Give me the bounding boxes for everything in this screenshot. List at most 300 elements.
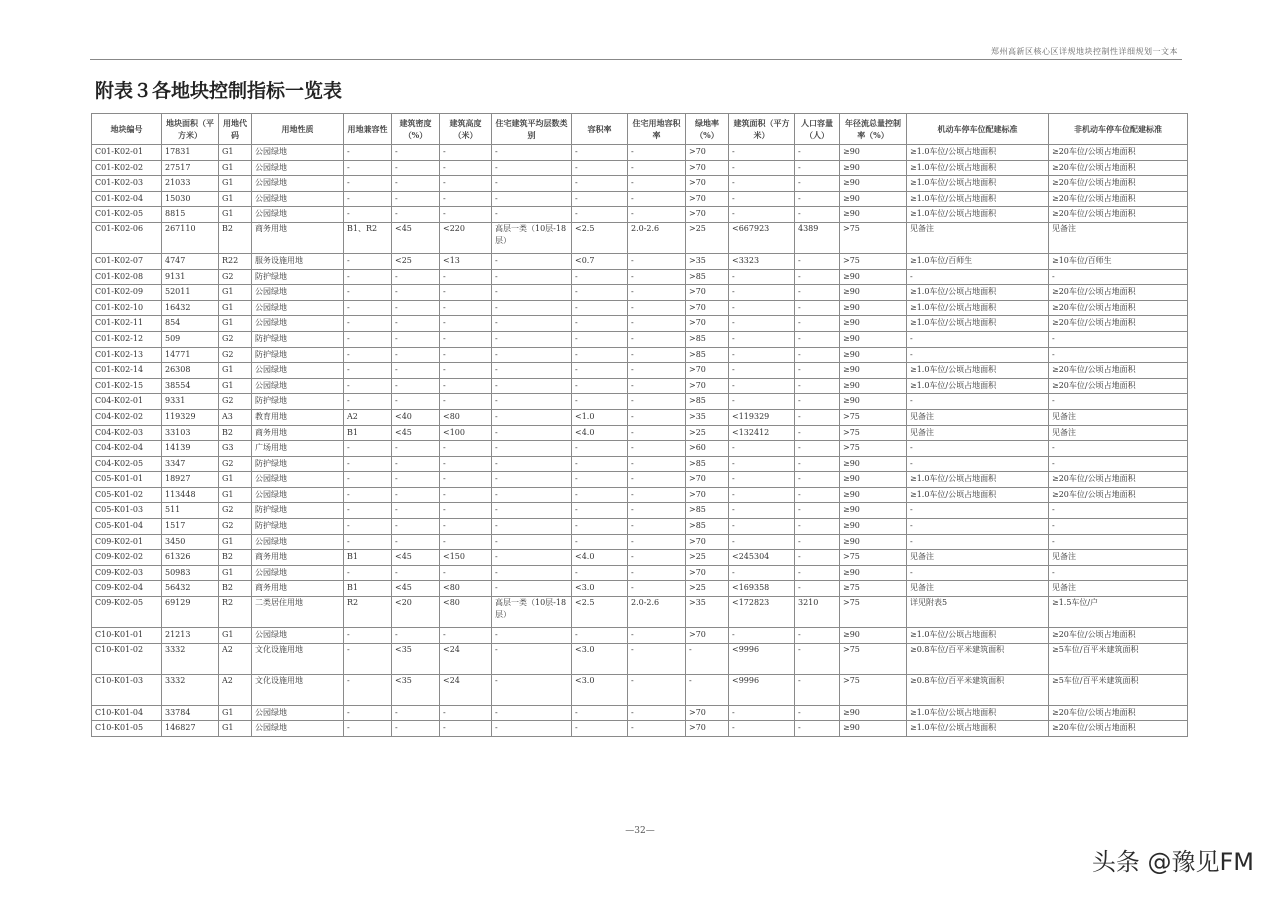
table-cell: - (344, 503, 392, 519)
table-cell: C04-K02-05 (92, 456, 162, 472)
table-cell: >70 (686, 565, 729, 581)
table-cell: - (440, 191, 492, 207)
table-cell: 33103 (162, 425, 219, 441)
table-cell: 见备注 (1049, 425, 1188, 441)
table-cell: >60 (686, 441, 729, 457)
table-cell: - (628, 550, 686, 566)
table-cell: - (572, 628, 628, 644)
table-cell: C01-K02-14 (92, 363, 162, 379)
table-cell: 防护绿地 (252, 269, 344, 285)
table-cell: - (628, 565, 686, 581)
table-cell: - (628, 409, 686, 425)
table-cell: ≥90 (840, 176, 907, 192)
table-cell: - (344, 705, 392, 721)
table-cell: C01-K02-13 (92, 347, 162, 363)
table-cell: G1 (219, 721, 252, 737)
table-cell: 公园绿地 (252, 472, 344, 488)
table-cell: - (440, 628, 492, 644)
table-cell: - (572, 519, 628, 535)
table-cell: 50983 (162, 565, 219, 581)
table-cell: - (907, 347, 1049, 363)
table-cell: - (440, 519, 492, 535)
table-cell: - (572, 207, 628, 223)
column-header: 人口容量（人） (795, 114, 840, 145)
table-cell: 公园绿地 (252, 534, 344, 550)
table-cell: 3450 (162, 534, 219, 550)
table-cell: - (344, 394, 392, 410)
table-cell: - (628, 705, 686, 721)
table-cell: - (628, 441, 686, 457)
table-cell: - (729, 456, 795, 472)
table-cell: - (628, 331, 686, 347)
table-cell: <150 (440, 550, 492, 566)
table-cell: - (628, 269, 686, 285)
table-cell: C01-K02-07 (92, 253, 162, 269)
table-cell: ≥90 (840, 472, 907, 488)
table-cell: ≥1.0车位/公顷占地面积 (907, 191, 1049, 207)
table-cell: - (795, 269, 840, 285)
table-cell: - (795, 176, 840, 192)
table-row (92, 628, 1188, 644)
table-cell: <80 (440, 409, 492, 425)
table-cell: - (1049, 347, 1188, 363)
table-cell: - (572, 487, 628, 503)
table-cell: - (729, 145, 795, 161)
header-rule (90, 59, 1182, 60)
table-cell: >85 (686, 394, 729, 410)
table-cell: - (440, 176, 492, 192)
table-cell: - (492, 674, 572, 705)
table-cell: - (492, 145, 572, 161)
table-cell: - (907, 269, 1049, 285)
table-cell: 33784 (162, 705, 219, 721)
table-row (92, 487, 1188, 503)
table-cell: 见备注 (1049, 409, 1188, 425)
table-cell: C09-K02-02 (92, 550, 162, 566)
table-cell: 854 (162, 316, 219, 332)
table-cell: 8815 (162, 207, 219, 223)
table-cell: G1 (219, 705, 252, 721)
table-row (92, 597, 1188, 628)
table-cell: - (492, 628, 572, 644)
table-cell: ≥90 (840, 207, 907, 223)
table-cell: - (628, 503, 686, 519)
table-cell: - (492, 503, 572, 519)
table-cell: - (795, 487, 840, 503)
table-cell: >70 (686, 472, 729, 488)
table-cell: 公园绿地 (252, 705, 344, 721)
table-cell: 文化设施用地 (252, 674, 344, 705)
table-row (92, 207, 1188, 223)
table-cell: 商务用地 (252, 550, 344, 566)
table-cell: <80 (440, 597, 492, 628)
table-cell: ≥90 (840, 363, 907, 379)
table-cell: - (392, 705, 440, 721)
table-row (92, 300, 1188, 316)
table-cell: - (392, 721, 440, 737)
table-cell: - (440, 503, 492, 519)
table-cell: - (492, 378, 572, 394)
table-row (92, 269, 1188, 285)
table-cell: - (729, 191, 795, 207)
table-cell: - (492, 519, 572, 535)
table-cell: <2.5 (572, 597, 628, 628)
page-title: 附表３各地块控制指标一览表 (95, 80, 343, 102)
table-cell: - (628, 472, 686, 488)
table-cell: - (795, 550, 840, 566)
table-cell: - (492, 316, 572, 332)
table-cell: - (795, 628, 840, 644)
table-cell: - (492, 331, 572, 347)
table-cell: - (628, 581, 686, 597)
table-cell: - (572, 441, 628, 457)
table-cell: - (572, 705, 628, 721)
table-cell: - (795, 721, 840, 737)
table-cell: >35 (686, 409, 729, 425)
table-cell: - (729, 363, 795, 379)
table-cell: - (795, 581, 840, 597)
table-cell: G1 (219, 628, 252, 644)
table-cell: <667923 (729, 222, 795, 253)
table-cell: - (572, 285, 628, 301)
table-cell: - (344, 331, 392, 347)
table-cell: 文化设施用地 (252, 643, 344, 674)
table-cell: ≥1.0车位/公顷占地面积 (907, 145, 1049, 161)
table-cell: - (392, 145, 440, 161)
table-cell: - (392, 207, 440, 223)
table-cell: ≥90 (840, 519, 907, 535)
table-cell: 见备注 (1049, 550, 1188, 566)
table-cell: - (440, 487, 492, 503)
table-cell: C09-K02-03 (92, 565, 162, 581)
table-cell: - (392, 316, 440, 332)
table-cell: ≥90 (840, 331, 907, 347)
table-row (92, 721, 1188, 737)
column-header: 住宅用地容积率 (628, 114, 686, 145)
table-cell: - (344, 643, 392, 674)
table-row (92, 643, 1188, 674)
table-cell: >85 (686, 456, 729, 472)
column-header: 机动车停车位配建标准 (907, 114, 1049, 145)
table-cell: ≥20车位/公顷占地面积 (1049, 191, 1188, 207)
table-cell: - (795, 285, 840, 301)
table-cell: - (795, 565, 840, 581)
column-header: 用地兼容性 (344, 114, 392, 145)
table-cell: ≥20车位/公顷占地面积 (1049, 472, 1188, 488)
table-cell: - (572, 316, 628, 332)
table-row (92, 534, 1188, 550)
table-cell: - (795, 363, 840, 379)
table-cell: ≥0.8车位/百平米建筑面积 (907, 674, 1049, 705)
table-cell: - (795, 300, 840, 316)
table-cell: - (392, 487, 440, 503)
column-header: 建筑密度（%） (392, 114, 440, 145)
table-cell: G2 (219, 269, 252, 285)
table-row (92, 519, 1188, 535)
table-cell: G1 (219, 534, 252, 550)
table-cell: <45 (392, 222, 440, 253)
table-cell: C10-K01-03 (92, 674, 162, 705)
table-cell: ≥1.0车位/公顷占地面积 (907, 316, 1049, 332)
table-cell: ≥90 (840, 565, 907, 581)
table-cell: 21033 (162, 176, 219, 192)
table-cell: 52011 (162, 285, 219, 301)
table-row (92, 363, 1188, 379)
table-cell: ≥20车位/公顷占地面积 (1049, 300, 1188, 316)
table-cell: - (344, 145, 392, 161)
table-cell: - (492, 721, 572, 737)
table-row (92, 550, 1188, 566)
table-cell: C05-K01-01 (92, 472, 162, 488)
table-cell: - (344, 456, 392, 472)
table-cell: - (344, 628, 392, 644)
table-cell: - (729, 487, 795, 503)
table-cell: R22 (219, 253, 252, 269)
table-cell: - (344, 347, 392, 363)
table-cell: 防护绿地 (252, 503, 344, 519)
table-cell: 防护绿地 (252, 331, 344, 347)
table-cell: <45 (392, 550, 440, 566)
table-cell: B1 (344, 550, 392, 566)
table-cell: - (492, 253, 572, 269)
table-cell: ≥1.0车位/公顷占地面积 (907, 378, 1049, 394)
table-cell: ≥1.0车位/公顷占地面积 (907, 207, 1049, 223)
table-cell: 61326 (162, 550, 219, 566)
table-cell: 1517 (162, 519, 219, 535)
table-cell: >75 (840, 425, 907, 441)
table-cell: - (344, 269, 392, 285)
table-cell: - (392, 534, 440, 550)
table-cell: - (440, 472, 492, 488)
table-cell: 公园绿地 (252, 487, 344, 503)
table-cell: G1 (219, 285, 252, 301)
table-cell: C01-K02-01 (92, 145, 162, 161)
column-header: 绿地率（%） (686, 114, 729, 145)
table-row (92, 316, 1188, 332)
table-cell: - (795, 207, 840, 223)
table-cell: 15030 (162, 191, 219, 207)
table-cell: - (392, 378, 440, 394)
table-cell: - (440, 331, 492, 347)
table-cell: - (440, 394, 492, 410)
table-cell: - (572, 456, 628, 472)
table-cell: B2 (219, 550, 252, 566)
table-cell: - (440, 363, 492, 379)
table-cell: - (492, 300, 572, 316)
table-cell: - (492, 285, 572, 301)
table-cell: 公园绿地 (252, 207, 344, 223)
table-cell: - (795, 316, 840, 332)
table-cell: ≥10车位/百师生 (1049, 253, 1188, 269)
table-cell: - (572, 472, 628, 488)
table-cell: - (572, 347, 628, 363)
table-cell: 防护绿地 (252, 394, 344, 410)
table-cell: <172823 (729, 597, 795, 628)
table-cell: 防护绿地 (252, 456, 344, 472)
table-cell: ≥1.0车位/公顷占地面积 (907, 628, 1049, 644)
table-cell: C01-K02-06 (92, 222, 162, 253)
table-cell: 3332 (162, 643, 219, 674)
table-cell: - (628, 285, 686, 301)
table-cell: 3332 (162, 674, 219, 705)
table-cell: C09-K02-04 (92, 581, 162, 597)
table-cell: - (628, 487, 686, 503)
table-cell: - (392, 503, 440, 519)
table-cell: G1 (219, 300, 252, 316)
table-cell: <3323 (729, 253, 795, 269)
table-cell: 38554 (162, 378, 219, 394)
table-cell: B1 (344, 581, 392, 597)
table-cell: - (440, 207, 492, 223)
table-cell: - (492, 394, 572, 410)
table-row (92, 441, 1188, 457)
table-cell: <4.0 (572, 425, 628, 441)
table-cell: - (392, 331, 440, 347)
table-cell: - (795, 534, 840, 550)
table-cell: C01-K02-03 (92, 176, 162, 192)
column-header: 年径流总量控制率（%） (840, 114, 907, 145)
table-cell: >75 (840, 222, 907, 253)
table-cell: - (907, 565, 1049, 581)
table-cell: - (492, 534, 572, 550)
table-cell: - (572, 721, 628, 737)
table-cell: >70 (686, 176, 729, 192)
table-cell: B2 (219, 425, 252, 441)
table-cell: R2 (219, 597, 252, 628)
table-cell: ≥20车位/公顷占地面积 (1049, 176, 1188, 192)
table-cell: <132412 (729, 425, 795, 441)
table-cell: G1 (219, 378, 252, 394)
table-cell: - (628, 394, 686, 410)
table-cell: G1 (219, 316, 252, 332)
column-header: 地块编号 (92, 114, 162, 145)
table-cell: C05-K01-02 (92, 487, 162, 503)
table-cell: ≥0.8车位/百平米建筑面积 (907, 643, 1049, 674)
table-body (92, 145, 1188, 737)
table-cell: - (344, 363, 392, 379)
table-cell: C01-K02-12 (92, 331, 162, 347)
table-cell: - (729, 721, 795, 737)
table-cell: 2.0-2.6 (628, 597, 686, 628)
table-cell: ≥90 (840, 378, 907, 394)
table-cell: <3.0 (572, 643, 628, 674)
table-cell: >75 (840, 643, 907, 674)
table-cell: ≥20车位/公顷占地面积 (1049, 705, 1188, 721)
table-cell: <4.0 (572, 550, 628, 566)
table-cell: >70 (686, 705, 729, 721)
table-cell: - (492, 409, 572, 425)
table-cell: >70 (686, 721, 729, 737)
table-cell: - (729, 331, 795, 347)
table-cell: - (572, 503, 628, 519)
table-cell: >25 (686, 222, 729, 253)
table-cell: 511 (162, 503, 219, 519)
table-cell: - (628, 300, 686, 316)
table-cell: <0.7 (572, 253, 628, 269)
table-cell: ≥1.0车位/公顷占地面积 (907, 300, 1049, 316)
table-cell: - (795, 705, 840, 721)
table-cell: ≥1.0车位/公顷占地面积 (907, 472, 1049, 488)
table-cell: <3.0 (572, 581, 628, 597)
table-cell: >75 (840, 441, 907, 457)
table-cell: - (572, 565, 628, 581)
table-cell: - (628, 176, 686, 192)
table-cell: 公园绿地 (252, 145, 344, 161)
table-cell: ≥5车位/百平米建筑面积 (1049, 643, 1188, 674)
table-cell: 公园绿地 (252, 316, 344, 332)
column-header: 非机动车停车位配建标准 (1049, 114, 1188, 145)
table-cell: - (729, 472, 795, 488)
table-cell: G2 (219, 519, 252, 535)
table-cell: - (392, 394, 440, 410)
table-row (92, 176, 1188, 192)
table-cell: - (344, 300, 392, 316)
table-cell: - (907, 441, 1049, 457)
table-cell: >70 (686, 191, 729, 207)
table-cell: - (572, 300, 628, 316)
table-cell: ≥1.0车位/公顷占地面积 (907, 160, 1049, 176)
table-row (92, 394, 1188, 410)
table-cell: 3347 (162, 456, 219, 472)
table-row (92, 378, 1188, 394)
table-cell: B2 (219, 581, 252, 597)
table-cell: - (795, 145, 840, 161)
table-cell: - (729, 285, 795, 301)
table-cell: 公园绿地 (252, 176, 344, 192)
table-cell: C01-K02-05 (92, 207, 162, 223)
table-cell: - (729, 316, 795, 332)
table-cell: >85 (686, 519, 729, 535)
table-cell: <40 (392, 409, 440, 425)
table-cell: - (729, 503, 795, 519)
table-cell: - (628, 316, 686, 332)
table-cell: C04-K02-03 (92, 425, 162, 441)
table-cell: - (572, 160, 628, 176)
table-cell: 广场用地 (252, 441, 344, 457)
table-cell: - (795, 441, 840, 457)
table-cell: - (729, 534, 795, 550)
table-cell: - (492, 643, 572, 674)
table-row (92, 253, 1188, 269)
table-cell: - (492, 550, 572, 566)
table-cell: - (628, 145, 686, 161)
table-cell: C09-K02-05 (92, 597, 162, 628)
table-cell: - (392, 519, 440, 535)
table-cell: - (344, 316, 392, 332)
table-cell: - (729, 160, 795, 176)
table-cell: 服务设施用地 (252, 253, 344, 269)
table-cell: A2 (219, 674, 252, 705)
table-cell: ≥20车位/公顷占地面积 (1049, 721, 1188, 737)
table-cell: <20 (392, 597, 440, 628)
table-row (92, 425, 1188, 441)
table-cell: <119329 (729, 409, 795, 425)
table-cell: 商务用地 (252, 222, 344, 253)
table-cell: - (392, 300, 440, 316)
table-cell: - (492, 487, 572, 503)
table-cell: >75 (840, 409, 907, 425)
table-cell: <13 (440, 253, 492, 269)
table-cell: >70 (686, 145, 729, 161)
table-cell: - (572, 269, 628, 285)
table-cell: - (729, 378, 795, 394)
table-cell: - (795, 160, 840, 176)
table-cell: - (392, 441, 440, 457)
table-cell: - (344, 721, 392, 737)
table-cell: 113448 (162, 487, 219, 503)
table-cell: G2 (219, 503, 252, 519)
table-cell: C04-K02-02 (92, 409, 162, 425)
